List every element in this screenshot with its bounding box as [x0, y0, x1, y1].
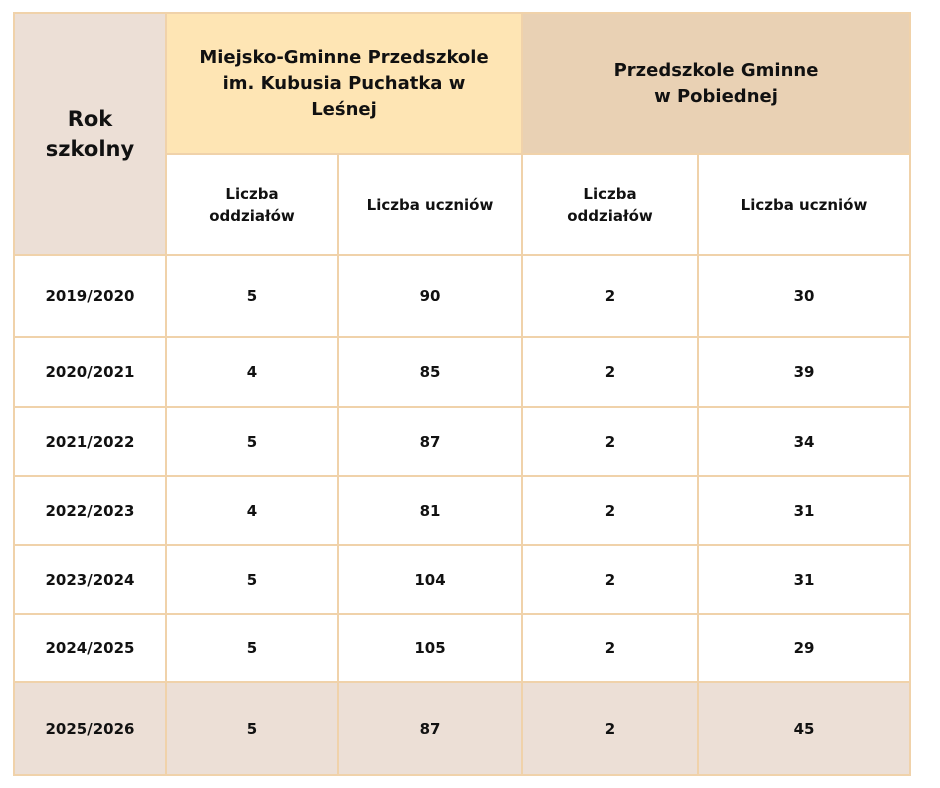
- table-row: [14, 337, 910, 407]
- table-row-highlighted: [14, 682, 910, 775]
- students-cell-lesna: 87: [338, 682, 522, 775]
- year-cell: 2022/2023: [14, 476, 166, 545]
- year-cell: 2019/2020: [14, 255, 166, 337]
- year-cell: 2024/2025: [14, 614, 166, 682]
- subheader-students-pobiedna: Liczba uczniów: [698, 154, 910, 255]
- group-header-lesna: Miejsko-Gminne Przedszkole im. Kubusia Puchatka w Leśnej: [166, 13, 522, 154]
- students-cell-pobiedna: 29: [698, 614, 910, 682]
- subheader-classes-pobiedna: Liczba oddziałów: [522, 154, 698, 255]
- classes-cell-lesna: 4: [166, 476, 338, 545]
- students-cell-lesna: 81: [338, 476, 522, 545]
- students-cell-pobiedna: 45: [698, 682, 910, 775]
- year-cell: 2023/2024: [14, 545, 166, 614]
- students-cell-pobiedna: 30: [698, 255, 910, 337]
- classes-cell-pobiedna: 2: [522, 545, 698, 614]
- group-header-pobiedna: Przedszkole Gminne w Pobiednej: [522, 13, 910, 154]
- students-cell-lesna: 104: [338, 545, 522, 614]
- students-cell-lesna: 85: [338, 337, 522, 407]
- subheader-students-lesna: Liczba uczniów: [338, 154, 522, 255]
- school-year-header: Rok szkolny: [14, 13, 166, 255]
- students-cell-lesna: 90: [338, 255, 522, 337]
- table-row: [14, 545, 910, 614]
- table-row: [14, 255, 910, 337]
- table-row: [14, 614, 910, 682]
- students-cell-pobiedna: 31: [698, 476, 910, 545]
- classes-cell-lesna: 4: [166, 337, 338, 407]
- students-cell-pobiedna: 34: [698, 407, 910, 476]
- classes-cell-lesna: 5: [166, 682, 338, 775]
- classes-cell-pobiedna: 2: [522, 476, 698, 545]
- classes-cell-pobiedna: 2: [522, 614, 698, 682]
- table-row: [14, 407, 910, 476]
- table-row: [14, 476, 910, 545]
- subheader-classes-lesna: Liczba oddziałów: [166, 154, 338, 255]
- classes-cell-pobiedna: 2: [522, 682, 698, 775]
- enrollment-table: [13, 12, 911, 776]
- year-cell: 2021/2022: [14, 407, 166, 476]
- students-cell-lesna: 105: [338, 614, 522, 682]
- classes-cell-lesna: 5: [166, 255, 338, 337]
- year-cell: 2020/2021: [14, 337, 166, 407]
- classes-cell-lesna: 5: [166, 407, 338, 476]
- classes-cell-pobiedna: 2: [522, 407, 698, 476]
- classes-cell-lesna: 5: [166, 545, 338, 614]
- classes-cell-lesna: 5: [166, 614, 338, 682]
- year-cell: 2025/2026: [14, 682, 166, 775]
- students-cell-lesna: 87: [338, 407, 522, 476]
- students-cell-pobiedna: 39: [698, 337, 910, 407]
- classes-cell-pobiedna: 2: [522, 337, 698, 407]
- students-cell-pobiedna: 31: [698, 545, 910, 614]
- classes-cell-pobiedna: 2: [522, 255, 698, 337]
